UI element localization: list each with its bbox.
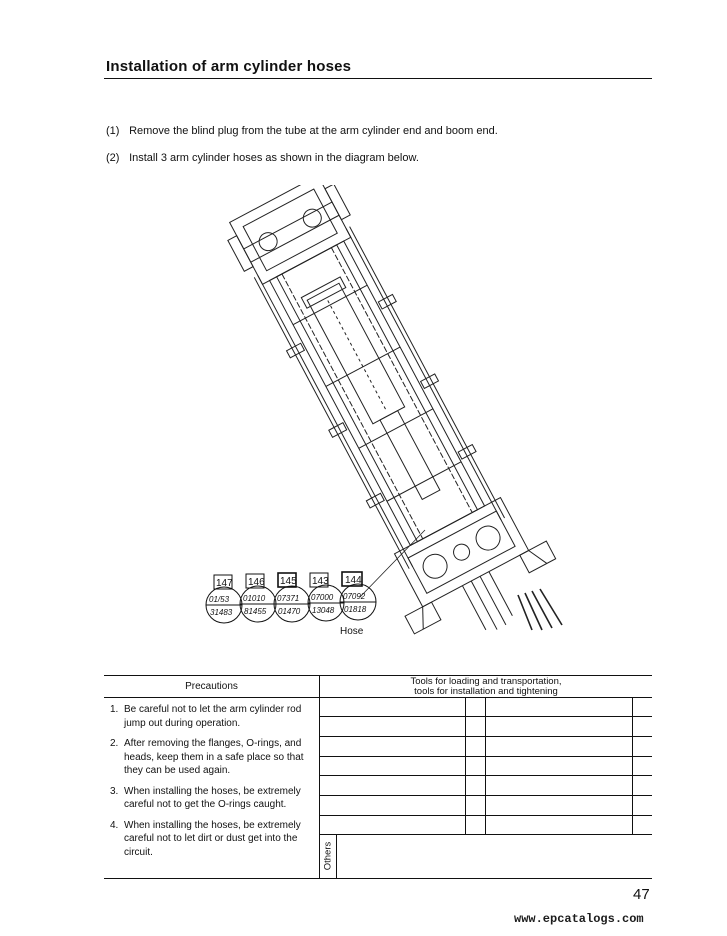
others-cell <box>320 838 336 874</box>
precaution-number: 3. <box>110 785 119 797</box>
step-2 <box>106 152 419 164</box>
arm-cylinder-diagram <box>180 185 580 645</box>
title-underline <box>104 78 652 79</box>
website-link[interactable]: www.epcatalogs.com <box>514 912 644 926</box>
precaution-item <box>110 703 318 730</box>
hose-lines <box>518 589 562 630</box>
page-number: 47 <box>633 886 650 903</box>
precaution-text: When installing the hoses, be extremely careful not to get the O-rings caught. <box>124 785 301 810</box>
precaution-item <box>110 785 318 812</box>
tools-grid-row <box>319 716 652 717</box>
step-1-number: (1) <box>106 125 120 137</box>
hose-label: Hose <box>340 626 364 637</box>
precaution-text: Be careful not to let the arm cylinder rod jump out during operation. <box>124 704 302 729</box>
tools-grid-row <box>319 775 652 776</box>
callout-code: 01010 <box>243 594 266 603</box>
precaution-text: When installing the hoses, be extremely careful not to let dirt or dust get into the circuit. <box>124 819 301 858</box>
others-label: Others <box>322 841 334 871</box>
precaution-text: After removing the flanges, O-rings, and heads, keep them in a safe place so that they can be used again. <box>124 738 304 776</box>
tools-grid-row <box>319 834 652 835</box>
callout-subcode: 01818 <box>344 605 367 614</box>
step-2-number: (2) <box>106 152 120 164</box>
table-bottom-rule <box>104 878 652 879</box>
callout-code: 01/53 <box>209 595 230 604</box>
tools-header-line-2: tools for installation and tightening <box>414 685 558 697</box>
callout-code: 07092 <box>343 592 366 601</box>
precaution-number: 2. <box>110 738 119 749</box>
tools-header-line-1: Tools for loading and transportation, <box>410 676 562 687</box>
part-tag-143: 143 <box>312 576 329 587</box>
callout-code: 07000 <box>311 593 334 602</box>
tools-grid-row <box>319 736 652 737</box>
step-1-text: Remove the blind plug from the tube at the arm cylinder end and boom end. <box>129 125 498 137</box>
table-top-rule <box>104 675 652 676</box>
precautions-header: Precautions <box>185 681 238 692</box>
step-2-text: Install 3 arm cylinder hoses as shown in the diagram below. <box>129 152 419 164</box>
callout-subcode: 81455 <box>244 607 267 616</box>
part-tag-147: 147 <box>216 578 233 589</box>
tools-grid-row <box>319 795 652 796</box>
precautions-list <box>110 703 318 866</box>
tools-grid-row <box>319 756 652 757</box>
callout-code: 07371 <box>277 594 300 603</box>
others-divider <box>336 834 337 878</box>
tools-grid-line <box>632 697 633 834</box>
tools-header <box>320 677 652 696</box>
hose-leader-line <box>360 530 425 597</box>
callout-subcode: 13048 <box>312 606 335 615</box>
arm-assembly-drawing <box>203 185 572 645</box>
tools-grid-row <box>319 815 652 816</box>
tools-grid-line <box>485 697 486 834</box>
precaution-number: 4. <box>110 819 119 831</box>
precautions-header-rule <box>104 697 319 698</box>
part-tag-144: 144 <box>345 575 362 586</box>
callout-subcode: 31483 <box>210 608 233 617</box>
precaution-item <box>110 737 318 778</box>
precaution-number: 1. <box>110 704 119 715</box>
step-1 <box>106 125 498 137</box>
tools-grid-row <box>319 697 652 698</box>
precaution-item <box>110 819 318 860</box>
tools-grid-line <box>465 697 466 834</box>
part-tag-145: 145 <box>280 576 297 587</box>
part-tag-146: 146 <box>248 577 265 588</box>
callout-circles <box>206 584 376 623</box>
page-title: Installation of arm cylinder hoses <box>106 58 352 75</box>
callout-subcode: 01470 <box>278 607 301 616</box>
